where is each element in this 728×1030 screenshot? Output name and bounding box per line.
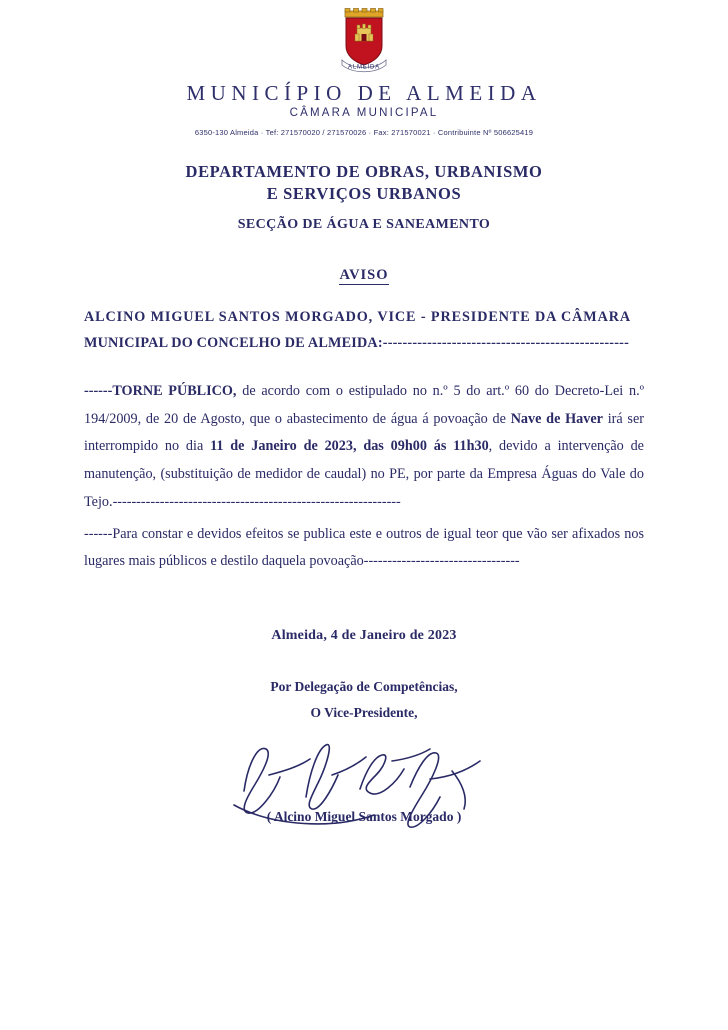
svg-text:ALMEIDA: ALMEIDA [348, 64, 380, 71]
department-section: SECÇÃO DE ÁGUA E SANEAMENTO [237, 216, 491, 232]
paragraph-2-dashes: --------------------------------- [363, 553, 520, 570]
notice-title-text: AVISO [339, 266, 389, 283]
notice-title [0, 267, 728, 284]
delegation-line-2: O Vice-Presidente, [310, 704, 418, 720]
issuer-dashes: -------------------------------------------------- [382, 334, 630, 351]
issuer-line-2-wrap [84, 330, 644, 356]
paragraph-1-dashes: ------------------------------------------------------------- [112, 493, 401, 510]
paragraph-1-datetime: 11 de Janeiro de 2023, das 09h00 ás 11h30 [210, 438, 489, 455]
department-line-2: E SERVIÇOS URBANOS [266, 184, 462, 204]
crest-container [0, 0, 728, 79]
almeida-coat-of-arms-icon [333, 8, 395, 74]
paragraph-1-text-b: irá ser interrompido no dia [84, 410, 644, 455]
paragraph-1 [84, 378, 644, 516]
department-line-1: DEPARTAMENTO DE OBRAS, URBANISMO [185, 162, 543, 181]
issuer-statement [84, 304, 644, 357]
delegation-block [84, 674, 644, 725]
delegation-line-1: Por Delegação de Competências, [270, 678, 458, 694]
place-and-date: Almeida, 4 de Janeiro de 2023 [271, 627, 457, 643]
paragraph-1-lead: ------TORNE PÚBLICO, [84, 383, 237, 400]
municipality-contacts: 6350-130 Almeida · Tef: 271570020 / 271570026 · Fax: 271570021 · Contribuinte Nº 506625419 [194, 128, 534, 137]
issuer-line-1: ALCINO MIGUEL SANTOS MORGADO, VICE - PRESIDENTE DA CÂMARA [84, 308, 632, 325]
issuer-line-2: MUNICIPAL DO CONCELHO DE ALMEIDA: [84, 334, 383, 351]
notice-body [84, 304, 644, 852]
paragraph-1-text-c: , devido a intervenção de manutenção, (substituição de medidor de caudal) no PE, por parte da Empresa Águas do Vale do Tejo. [84, 438, 644, 510]
paragraph-2-text: ------Para constar e devidos efeitos se publica este e outros de igual teor que vão ser afixados nos lugares mais públicos e destilo daquela povoação [84, 525, 644, 570]
municipality-subtitle: CÂMARA MUNICIPAL [289, 107, 439, 119]
paragraph-1-text-a: de acordo com o estipulado no n.º 5 do art.º 60 do Decreto-Lei n.º 194/2009, de 20 de Agosto, que o abastecimento de água á povoação de [84, 383, 645, 427]
department-block [0, 161, 728, 233]
municipality-title: MUNICÍPIO DE ALMEIDA [186, 81, 542, 105]
paragraph-2 [84, 521, 644, 576]
signatory-name: ( Alcino Miguel Santos Morgado ) [266, 809, 462, 825]
signature-area [84, 731, 644, 851]
paragraph-1-place: Nave de Haver [510, 410, 603, 427]
